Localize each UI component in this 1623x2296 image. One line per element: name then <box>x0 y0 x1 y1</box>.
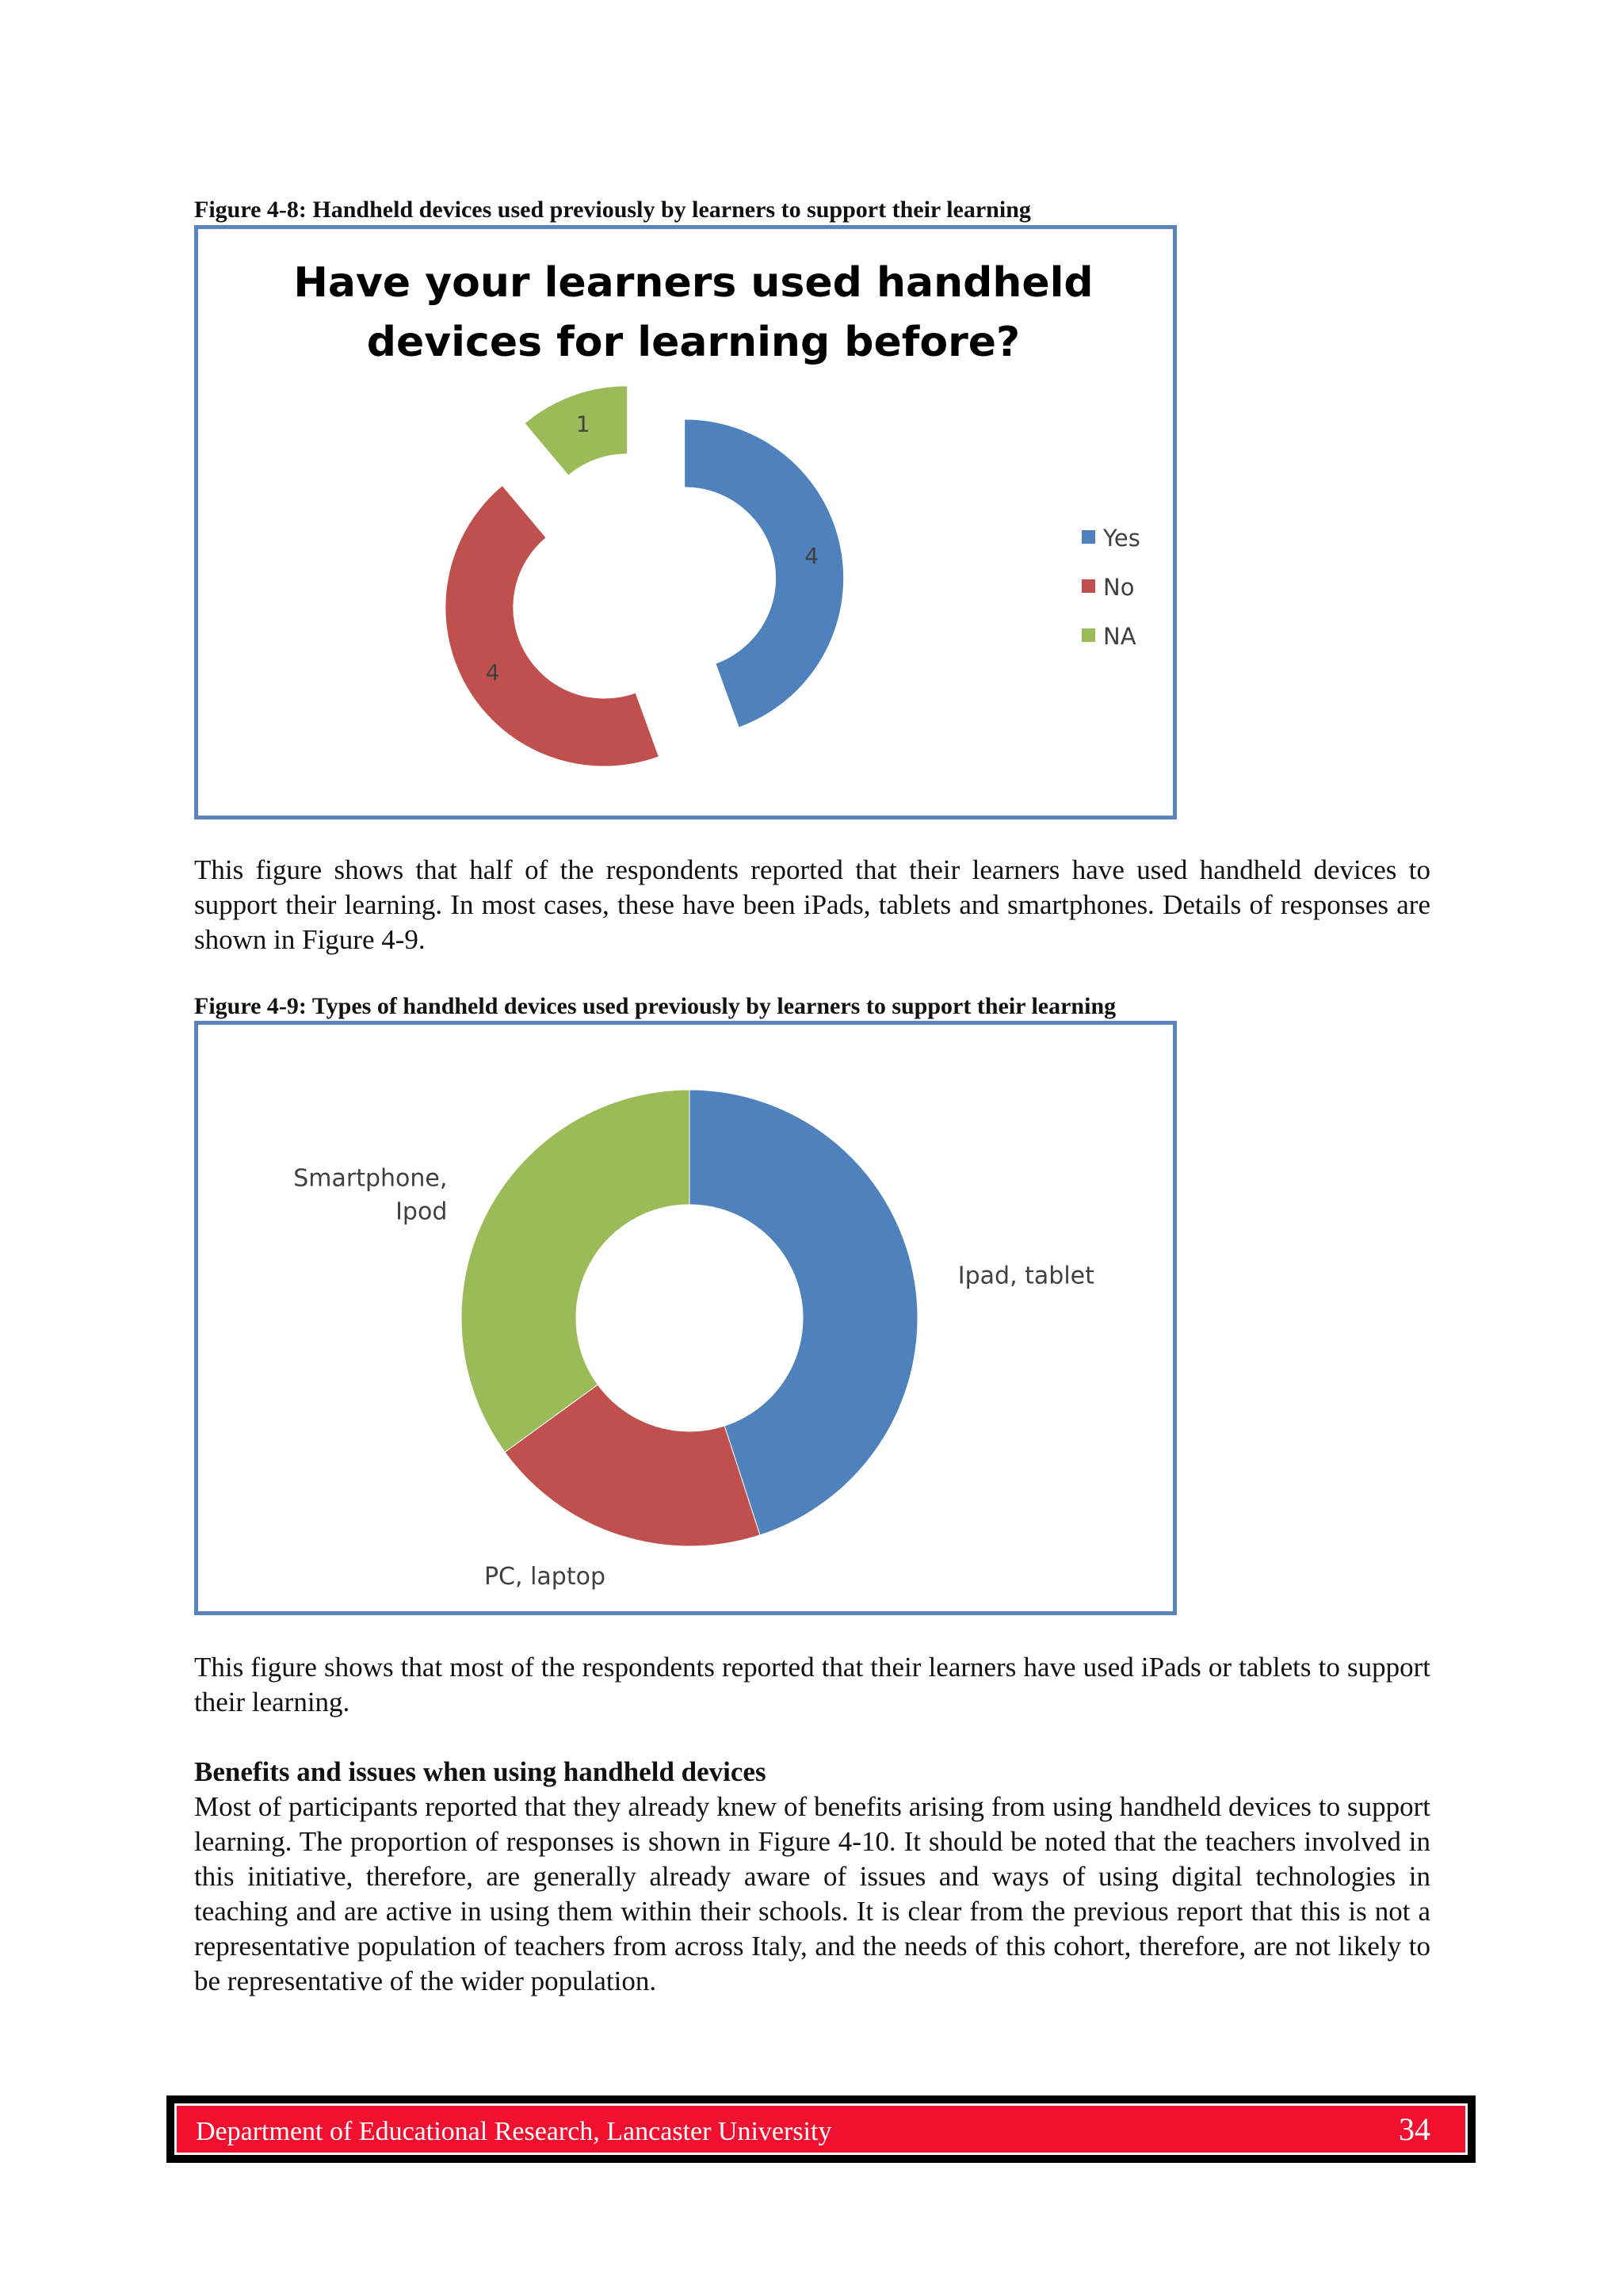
slice-yes <box>685 419 843 727</box>
slice-smartphone-ipod <box>461 1090 689 1452</box>
page-number: 34 <box>1399 2111 1430 2147</box>
footer-text: Department of Educational Research, Lancaster University <box>196 2117 832 2146</box>
body-paragraph: This figure shows that most of the respondents reported that their learners have used iPads or tablets to support their learning. <box>194 1652 1430 1717</box>
data-label-na: 1 <box>575 411 590 437</box>
body-paragraph: Most of participants reported that they already knew of benefits arising from using handheld devices to support learning. The proportion of responses is shown in Figure 4-10. It should be noted that the teachers involved in this initiative, therefore, are generally already aware of issues and ways of using digital technologies in teaching and are active in using them within their schools. It is clear from the previous report that this is not a representative population of teachers from across Italy, and the needs of this cohort, therefore, are not likely to be representative of the wider population. <box>194 1791 1430 1996</box>
chart-frame <box>194 225 1177 819</box>
section-heading: Benefits and issues when using handheld devices <box>194 1756 766 1787</box>
page-footer <box>166 2095 1476 2163</box>
doughnut-chart <box>198 229 1173 816</box>
legend-swatch-na <box>1082 628 1095 642</box>
legend-swatch-no <box>1082 579 1095 593</box>
category-label-smartphone-ipod: Smartphone, Ipod <box>293 1164 448 1226</box>
body-paragraph: This figure shows that half of the respondents reported that their learners have used handheld devices to support their learning. In most cases, these have been iPads, tablets and smartphones. Details of responses are shown in Figure 4-9. <box>194 854 1430 955</box>
legend-label-na: NA <box>1103 623 1136 650</box>
chart-frame <box>194 1021 1177 1615</box>
data-label-yes: 4 <box>804 543 819 570</box>
slice-no <box>445 486 658 766</box>
doughnut-chart <box>198 1025 1173 1611</box>
figure-caption: Figure 4-8: Handheld devices used previously by learners to support their learning <box>194 197 1031 223</box>
chart-title-line-2: devices for learning before? <box>366 319 1021 366</box>
chart-title-line-1: Have your learners used handheld <box>293 259 1094 307</box>
figure-caption: Figure 4-9: Types of handheld devices used previously by learners to support their learning <box>194 993 1117 1019</box>
legend-label-yes: Yes <box>1103 525 1140 552</box>
category-label-ipad-tablet: Ipad, tablet <box>957 1262 1094 1290</box>
data-label-no: 4 <box>485 659 500 686</box>
legend-swatch-yes <box>1082 530 1095 544</box>
footer-band <box>174 2103 1468 2155</box>
category-label-pc-laptop: PC, laptop <box>483 1563 606 1591</box>
legend-label-no: No <box>1103 574 1135 601</box>
